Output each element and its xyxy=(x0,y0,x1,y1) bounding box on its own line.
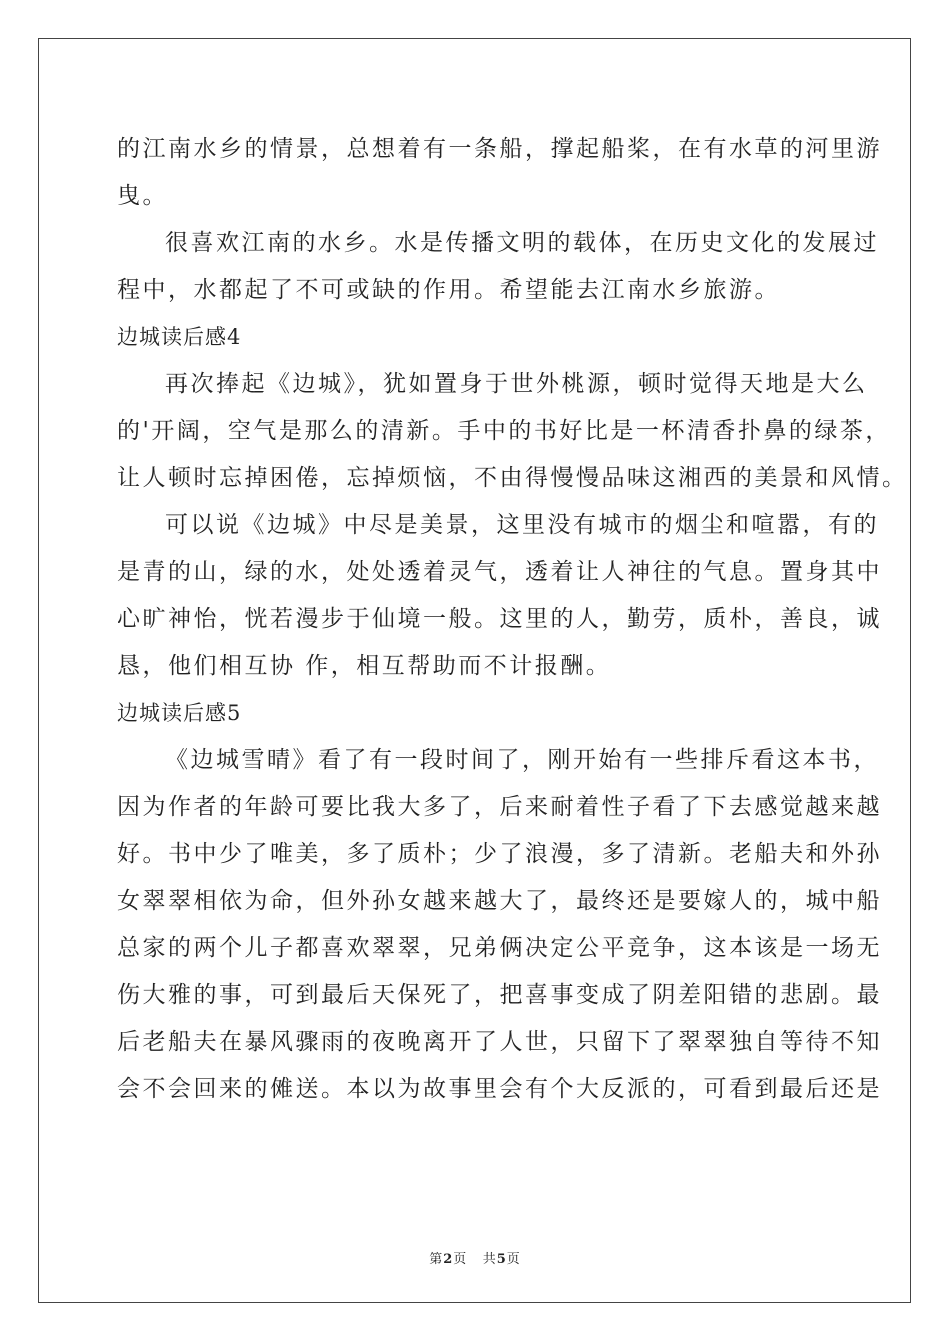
text-line: 让人顿时忘掉困倦，忘掉烦恼，不由得慢慢品味这湘西的美景和风情。 xyxy=(117,465,908,491)
text-line: 伤大雅的事，可到最后天保死了，把喜事变成了阴差阳错的悲剧。最 xyxy=(117,982,882,1008)
text-line: 可以说《边城》中尽是美景，这里没有城市的烟尘和喧嚣，有的 xyxy=(165,512,879,538)
text-line: 的'开阔，空气是那么的清新。手中的书好比是一杯清香扑鼻的绿茶， xyxy=(117,418,891,444)
text-line: 再次捧起《边城》，犹如置身于世外桃源，顿时觉得天地是大么 xyxy=(165,371,868,397)
text-line: 心旷神怡，恍若漫步于仙境一般。这里的人，勤劳，质朴，善良，诚 xyxy=(117,606,882,632)
page-footer xyxy=(0,1248,950,1267)
text-line: 程中，水都起了不可或缺的作用。希望能去江南水乡旅游。 xyxy=(117,277,780,303)
text-line: 女翠翠相依为命，但外孙女越来越大了，最终还是要嫁人的，城中船 xyxy=(117,888,882,914)
text-line: 后老船夫在暴风骤雨的夜晚离开了人世，只留下了翠翠独自等待不知 xyxy=(117,1029,882,1055)
text-line: 曳。 xyxy=(117,183,168,209)
text-line: 是青的山，绿的水，处处透着灵气，透着让人神往的气息。置身其中 xyxy=(117,559,882,585)
text-line: 因为作者的年龄可要比我大多了，后来耐着性子看了下去感觉越来越 xyxy=(117,794,882,820)
text-line: 恳，他们相互协 作，相互帮助而不计报酬。 xyxy=(117,653,612,679)
current-page-number: 2 xyxy=(443,1252,454,1267)
text-line: 的江南水乡的情景，总想着有一条船，撑起船桨，在有水草的河里游 xyxy=(117,136,882,162)
text-line: 《边城雪晴》看了有一段时间了，刚开始有一些排斥看这本书， xyxy=(165,747,879,773)
total-page-count: 5 xyxy=(496,1252,507,1267)
section-heading: 边城读后感5 xyxy=(117,701,242,725)
footer-total-prefix: 共 xyxy=(482,1252,497,1267)
document-body xyxy=(117,126,908,1113)
section-heading: 边城读后感4 xyxy=(117,325,242,349)
footer-total-suffix: 页 xyxy=(506,1252,521,1267)
text-line: 好。书中少了唯美，多了质朴；少了浪漫，多了清新。老船夫和外孙 xyxy=(117,841,882,867)
text-line: 很喜欢江南的水乡。水是传播文明的载体，在历史文化的发展过 xyxy=(165,230,879,256)
text-line: 会不会回来的傩送。本以为故事里会有个大反派的，可看到最后还是 xyxy=(117,1076,882,1102)
footer-prefix: 第 xyxy=(429,1252,444,1267)
footer-page-suffix: 页 xyxy=(453,1252,468,1267)
text-line: 总家的两个儿子都喜欢翠翠，兄弟俩决定公平竞争，这本该是一场无 xyxy=(117,935,882,961)
